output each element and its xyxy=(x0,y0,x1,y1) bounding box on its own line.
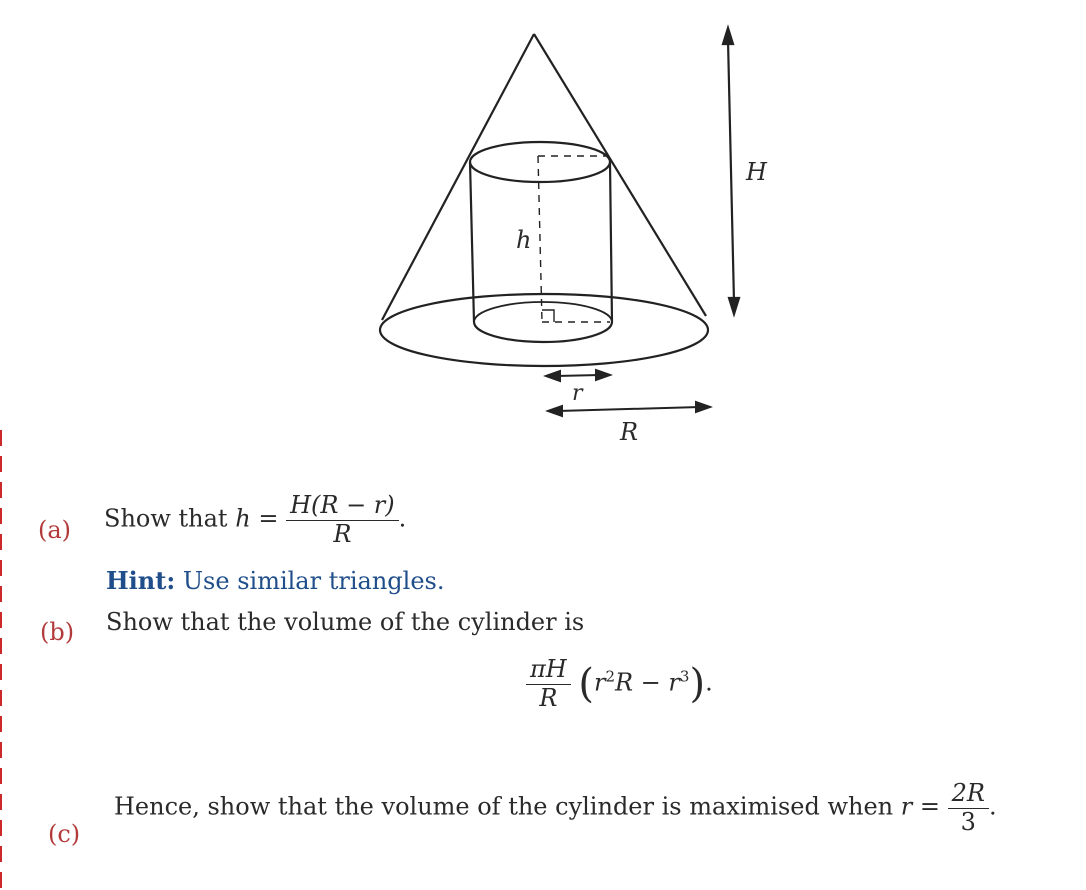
cone-cylinder-diagram xyxy=(360,20,767,450)
part-c-text: Hence, show that the volume of the cylinder is maximised when xyxy=(114,792,894,821)
part-c-numerator: 2R xyxy=(948,780,989,809)
part-b-exp1: 2 xyxy=(605,667,615,686)
cone-right-edge xyxy=(534,34,706,316)
part-a-denominator: R xyxy=(333,519,352,548)
part-b-paren-open: ( xyxy=(578,661,594,708)
label-r: r xyxy=(572,381,583,406)
part-a-question xyxy=(104,492,406,548)
height-H-arrow xyxy=(723,28,739,314)
part-c-var: r xyxy=(900,792,913,821)
right-angle-mark xyxy=(542,310,554,322)
cylinder-bottom-front xyxy=(474,322,612,342)
cylinder-top xyxy=(470,142,610,182)
part-b-fraction xyxy=(526,656,571,712)
label-R: R xyxy=(620,418,639,446)
part-a-numerator: H(R − r) xyxy=(286,492,399,521)
part-b-tail: . xyxy=(705,668,713,697)
part-a-var: h xyxy=(235,504,251,533)
radius-r-arrow xyxy=(546,370,610,381)
part-a-fraction xyxy=(286,492,399,548)
part-c-fraction xyxy=(948,780,989,836)
hint-line xyxy=(106,566,444,595)
part-a-equals: = xyxy=(258,504,279,533)
cylinder-bottom-back xyxy=(474,302,612,322)
part-b-exp2: 3 xyxy=(679,667,690,686)
cone-left-edge xyxy=(382,34,534,320)
part-b-r: r xyxy=(593,668,606,697)
part-b-denominator: R xyxy=(539,683,558,712)
part-c-label: (c) xyxy=(48,820,81,848)
part-c-denominator: 3 xyxy=(960,807,976,836)
part-b-text: Show that the volume of the cylinder is xyxy=(106,608,585,636)
part-a-label: (a) xyxy=(38,516,72,544)
part-b-paren-close: ) xyxy=(689,661,706,708)
hint-label: Hint: xyxy=(106,566,176,595)
label-h: h xyxy=(516,226,532,254)
part-a-tail: . xyxy=(398,504,407,533)
part-b-body: R − r xyxy=(614,668,680,697)
part-a-text: Show that xyxy=(104,504,228,533)
part-b-formula xyxy=(526,656,713,712)
part-c-question xyxy=(114,780,997,836)
cone-base xyxy=(380,294,708,366)
margin-line xyxy=(0,430,2,890)
part-b-numerator: πH xyxy=(526,656,571,685)
part-b-label: (b) xyxy=(40,618,75,646)
part-c-tail: . xyxy=(988,792,997,821)
label-H: H xyxy=(746,158,767,186)
part-c-equals: = xyxy=(919,792,940,821)
hint-text: Use similar triangles. xyxy=(182,567,445,595)
